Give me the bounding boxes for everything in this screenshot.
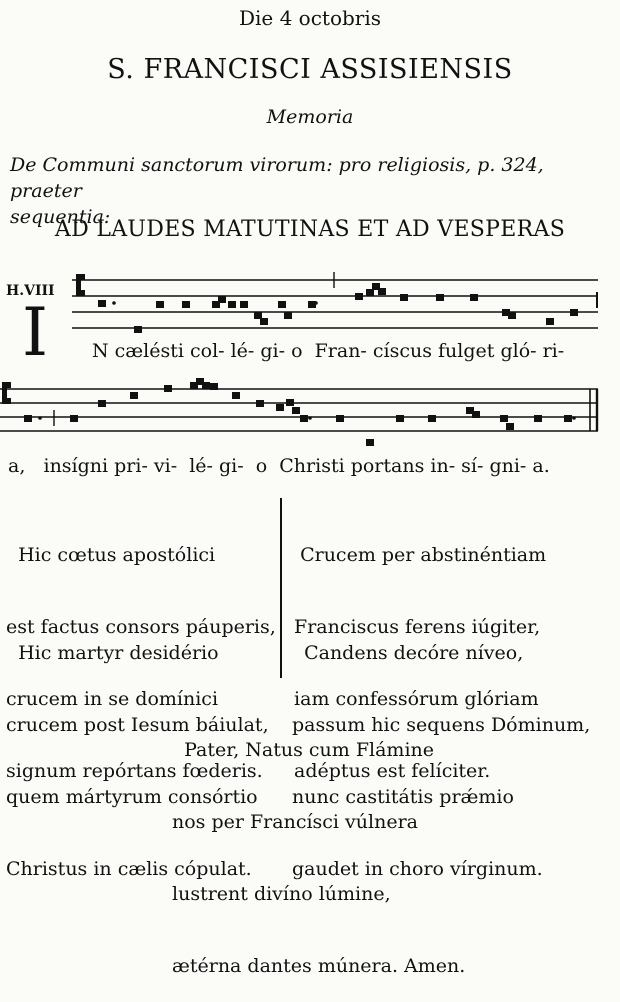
verse-line: lustrent divíno lúmine,: [172, 883, 391, 905]
neumes: [98, 283, 578, 333]
verse-line: Hic cœtus apostólici: [6, 544, 216, 566]
chant-staff-1: [72, 272, 602, 340]
verse-line: Pater, Natus cum Flámine: [172, 739, 435, 761]
verse-line: est factus consors páuperis,: [6, 616, 276, 638]
verse-line: nos per Francísci vúlnera: [172, 811, 418, 833]
chant-staff-2: [0, 378, 604, 450]
verse-line: crucem post Iesum báiulat,: [6, 714, 269, 736]
date-line: Die 4 octobris: [238, 6, 382, 30]
verse-line: Crucem per abstinéntiam: [288, 544, 547, 566]
verse-line: quem mártyrum consórtio: [6, 786, 258, 808]
c-clef-icon: [76, 274, 85, 296]
verse-line: gaudet in choro vírginum.: [292, 858, 543, 880]
verse-line: crucem in se domínici: [6, 688, 219, 710]
verse-line: signum repórtans fœderis.: [6, 760, 263, 782]
c-clef-icon: [2, 382, 11, 404]
column-divider: [280, 498, 282, 678]
verse-line: Christus in cælis cópulat.: [6, 858, 252, 880]
mode-label: H.VIII: [6, 283, 55, 299]
rank-label: Memoria: [266, 106, 354, 128]
verse-line: ætérna dantes múnera. Amen.: [172, 955, 466, 977]
section-heading: AD LAUDES MATUTINAS ET AD VESPERAS: [54, 217, 566, 242]
verse-line: iam confessórum glóriam: [288, 688, 539, 710]
verse-line: Hic martyr desidério: [6, 642, 219, 664]
verse-line: nunc castitátis prǽmio: [292, 786, 514, 808]
staff-lines: [72, 280, 598, 328]
verse-line: adéptus est felíciter.: [288, 760, 491, 782]
doxology-stanza: [172, 690, 465, 1002]
initial-letter: I: [22, 294, 49, 371]
neumes: [24, 378, 572, 446]
verse-line: passum hic sequens Dóminum,: [292, 714, 591, 736]
lyrics-line-1: N cælésti col- lé- gi- o Fran- císcus fulget gló- ri-: [92, 340, 565, 362]
verse-line: Candens decóre níveo,: [292, 642, 524, 664]
page-title: S. FRANCISCI ASSISIENSIS: [107, 54, 513, 85]
rubric-line: De Communi sanctorum virorum: pro religiosis, p. 324, praeter: [10, 154, 544, 202]
final-double-bar: [590, 389, 597, 431]
verse-line: Franciscus ferens iúgiter,: [288, 616, 541, 638]
rubric-line: sequentia:: [10, 206, 111, 228]
lyrics-line-2: a, insígni pri- vi- lé- gi- o Christi portans in- sí- gni- a.: [8, 455, 550, 477]
